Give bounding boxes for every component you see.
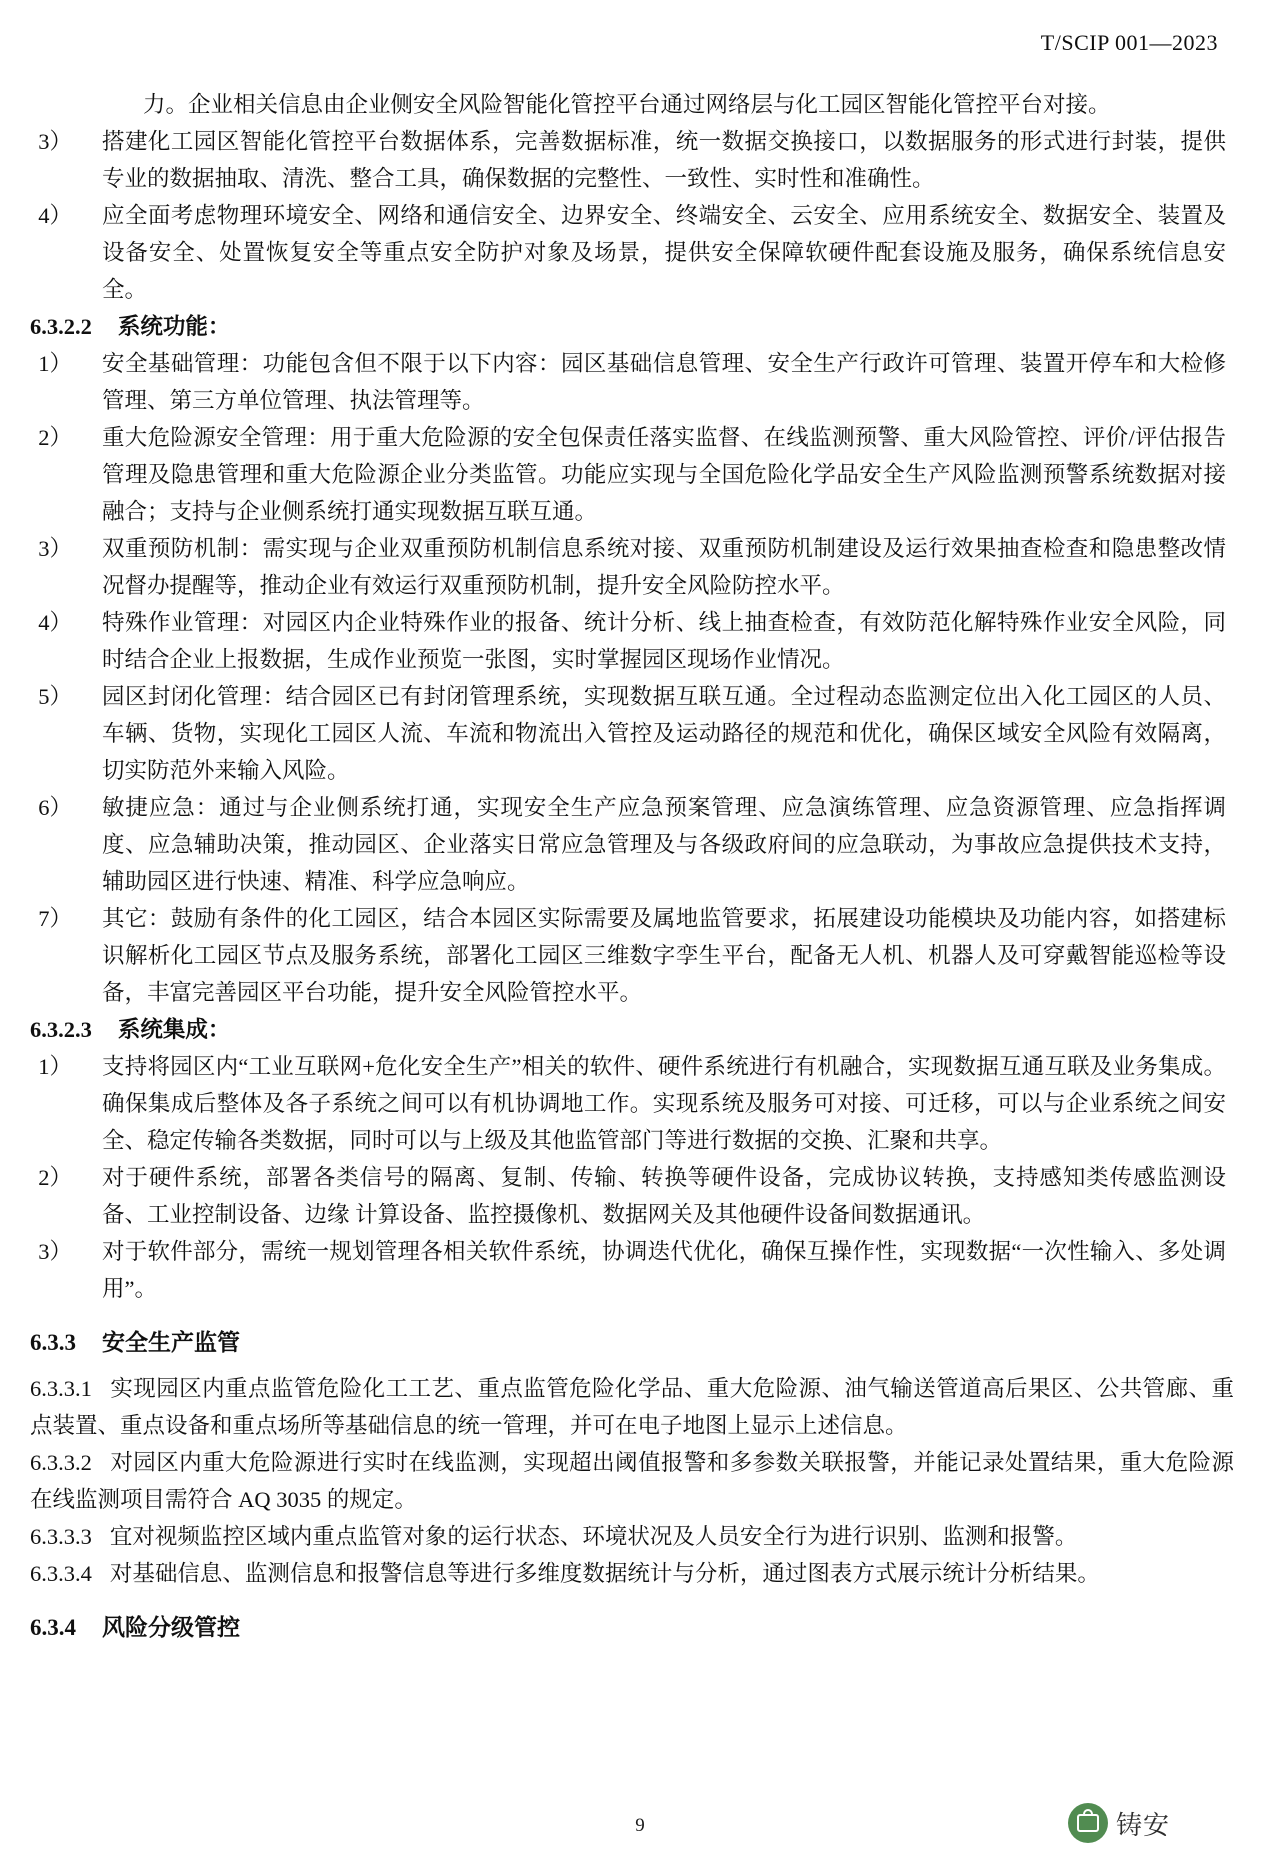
list-marker: 1）	[38, 1054, 72, 1079]
clause-label: 6.3.3.1	[30, 1376, 92, 1401]
list-item	[30, 197, 1226, 308]
list-text: 其它：鼓励有条件的化工园区，结合本园区实际需要及属地监管要求，拓展建设功能模块及功能内容，如搭建标识解析化工园区节点及服务系统，部署化工园区三维数字孪生平台，配备无人机、机器人及可穿戴智能巡检等设备，丰富完善园区平台功能，提升安全风险管控水平。	[102, 906, 1226, 1005]
list-marker: 4）	[38, 203, 72, 228]
list-item	[30, 678, 1226, 789]
list-marker: 6）	[38, 795, 72, 820]
list-text: 搭建化工园区智能化管控平台数据体系，完善数据标准，统一数据交换接口，以数据服务的形式进行封装，提供专业的数据抽取、清洗、整合工具，确保数据的完整性、一致性、实时性和准确性。	[102, 129, 1226, 191]
list-text: 特殊作业管理：对园区内企业特殊作业的报备、统计分析、线上抽查检查，有效防范化解特殊作业安全风险，同时结合企业上报数据，生成作业预览一张图，实时掌握园区现场作业情况。	[102, 610, 1226, 672]
list-text: 敏捷应急：通过与企业侧系统打通，实现安全生产应急预案管理、应急演练管理、应急资源管理、应急指挥调度、应急辅助决策，推动园区、企业落实日常应急管理及与各级政府间的应急联动，为事故应急提供技术支持，辅助园区进行快速、精准、科学应急响应。	[102, 795, 1226, 894]
clause-text: 实现园区内重点监管危险化工工艺、重点监管危险化学品、重大危险源、油气输送管道高后果区、公共管廊、重点装置、重点设备和重点场所等基础信息的统一管理，并可在电子地图上显示上述信息。	[30, 1376, 1234, 1438]
list-marker: 4）	[38, 610, 72, 635]
clause-paragraph	[30, 1555, 1234, 1592]
section-heading-6-3-4	[30, 1609, 1234, 1646]
clause-text: 对基础信息、监测信息和报警信息等进行多维度数据统计与分析，通过图表方式展示统计分析结果。	[109, 1561, 1100, 1586]
section-number: 6.3.3	[30, 1330, 76, 1355]
watermark	[1068, 1793, 1244, 1853]
list-marker: 3）	[38, 1239, 72, 1264]
list-marker: 3）	[38, 536, 72, 561]
watermark-label: 铸安	[1116, 1810, 1171, 1840]
list-text: 重大危险源安全管理：用于重大危险源的安全包保责任落实监督、在线监测预警、重大风险管控、评价/评估报告管理及隐患管理和重大危险源企业分类监管。功能应实现与全国危险化学品安全生产风险监测预警系统数据对接融合；支持与企业侧系统打通实现数据互联互通。	[102, 425, 1226, 524]
section-number: 6.3.2.2	[30, 314, 92, 339]
clause-paragraph	[30, 1518, 1234, 1555]
clause-label: 6.3.3.3	[30, 1524, 92, 1549]
page-content	[30, 86, 1234, 1646]
list-marker: 5）	[38, 684, 72, 709]
clause-label: 6.3.3.2	[30, 1450, 92, 1475]
list-item	[30, 530, 1226, 604]
section-title: 系统集成：	[117, 1017, 231, 1042]
section-heading-6-3-3	[30, 1324, 1234, 1361]
list-text: 支持将园区内“工业互联网+危化安全生产”相关的软件、硬件系统进行有机融合，实现数据互通互联及业务集成。确保集成后整体及各子系统之间可以有机协调地工作。实现系统及服务可对接、可迁移，可以与企业系统之间安全、稳定传输各类数据，同时可以与上级及其他监管部门等进行数据的交换、汇聚和共享。	[102, 1054, 1226, 1153]
list-marker: 7）	[38, 906, 72, 931]
list-text: 应全面考虑物理环境安全、网络和通信安全、边界安全、终端安全、云安全、应用系统安全、数据安全、装置及设备安全、处置恢复安全等重点安全防护对象及场景，提供安全保障软硬件配套设施及服务，确保系统信息安全。	[102, 203, 1226, 302]
section-title: 风险分级管控	[102, 1615, 240, 1640]
bag-icon	[1068, 1803, 1108, 1843]
list-marker: 2）	[38, 425, 72, 450]
list-marker: 2）	[38, 1165, 72, 1190]
section-heading-6-3-2-3	[30, 1011, 1234, 1048]
clause-text: 宜对视频监控区域内重点监管对象的运行状态、环境状况及人员安全行为进行识别、监测和报警。	[109, 1524, 1078, 1549]
list-text: 对于软件部分，需统一规划管理各相关软件系统，协调迭代优化，确保互操作性，实现数据“一次性输入、多处调用”。	[102, 1239, 1226, 1301]
clause-text: 对园区内重大危险源进行实时在线监测，实现超出阈值报警和多参数关联报警，并能记录处置结果，重大危险源在线监测项目需符合 AQ 3035 的规定。	[30, 1450, 1234, 1512]
list-marker: 3）	[38, 129, 72, 154]
list-item	[30, 789, 1226, 900]
page-header: T/SCIP 001—2023	[1040, 30, 1218, 55]
section-number: 6.3.2.3	[30, 1017, 92, 1042]
list-text: 园区封闭化管理：结合园区已有封闭管理系统，实现数据互联互通。全过程动态监测定位出入化工园区的人员、车辆、货物，实现化工园区人流、车流和物流出入管控及运动路径的规范和优化，确保区域安全风险有效隔离，切实防范外来输入风险。	[102, 684, 1226, 783]
section-number: 6.3.4	[30, 1615, 76, 1640]
section-title: 系统功能：	[117, 314, 231, 339]
list-item	[30, 1159, 1226, 1233]
list-item	[30, 345, 1226, 419]
section-heading-6-3-2-2	[30, 308, 1234, 345]
list-item	[30, 900, 1226, 1011]
page-number: 9	[635, 1815, 645, 1836]
list-marker: 1）	[38, 351, 72, 376]
list-item	[30, 604, 1226, 678]
clause-paragraph	[30, 1370, 1234, 1444]
list-text: 安全基础管理：功能包含但不限于以下内容：园区基础信息管理、安全生产行政许可管理、装置开停车和大检修管理、第三方单位管理、执法管理等。	[102, 351, 1226, 413]
list-item	[30, 123, 1226, 197]
continuation-paragraph: 力。企业相关信息由企业侧安全风险智能化管控平台通过网络层与化工园区智能化管控平台对接。	[143, 92, 1111, 117]
list-text: 对于硬件系统，部署各类信号的隔离、复制、传输、转换等硬件设备，完成协议转换，支持感知类传感监测设备、工业控制设备、边缘 计算设备、监控摄像机、数据网关及其他硬件设备间数据通讯。	[102, 1165, 1226, 1227]
section-title: 安全生产监管	[102, 1330, 240, 1355]
list-item	[30, 419, 1226, 530]
list-item	[30, 1048, 1226, 1159]
clause-label: 6.3.3.4	[30, 1561, 92, 1586]
list-item	[30, 1233, 1226, 1307]
list-text: 双重预防机制：需实现与企业双重预防机制信息系统对接、双重预防机制建设及运行效果抽查检查和隐患整改情况督办提醒等，推动企业有效运行双重预防机制，提升安全风险防控水平。	[102, 536, 1226, 598]
clause-paragraph	[30, 1444, 1234, 1518]
